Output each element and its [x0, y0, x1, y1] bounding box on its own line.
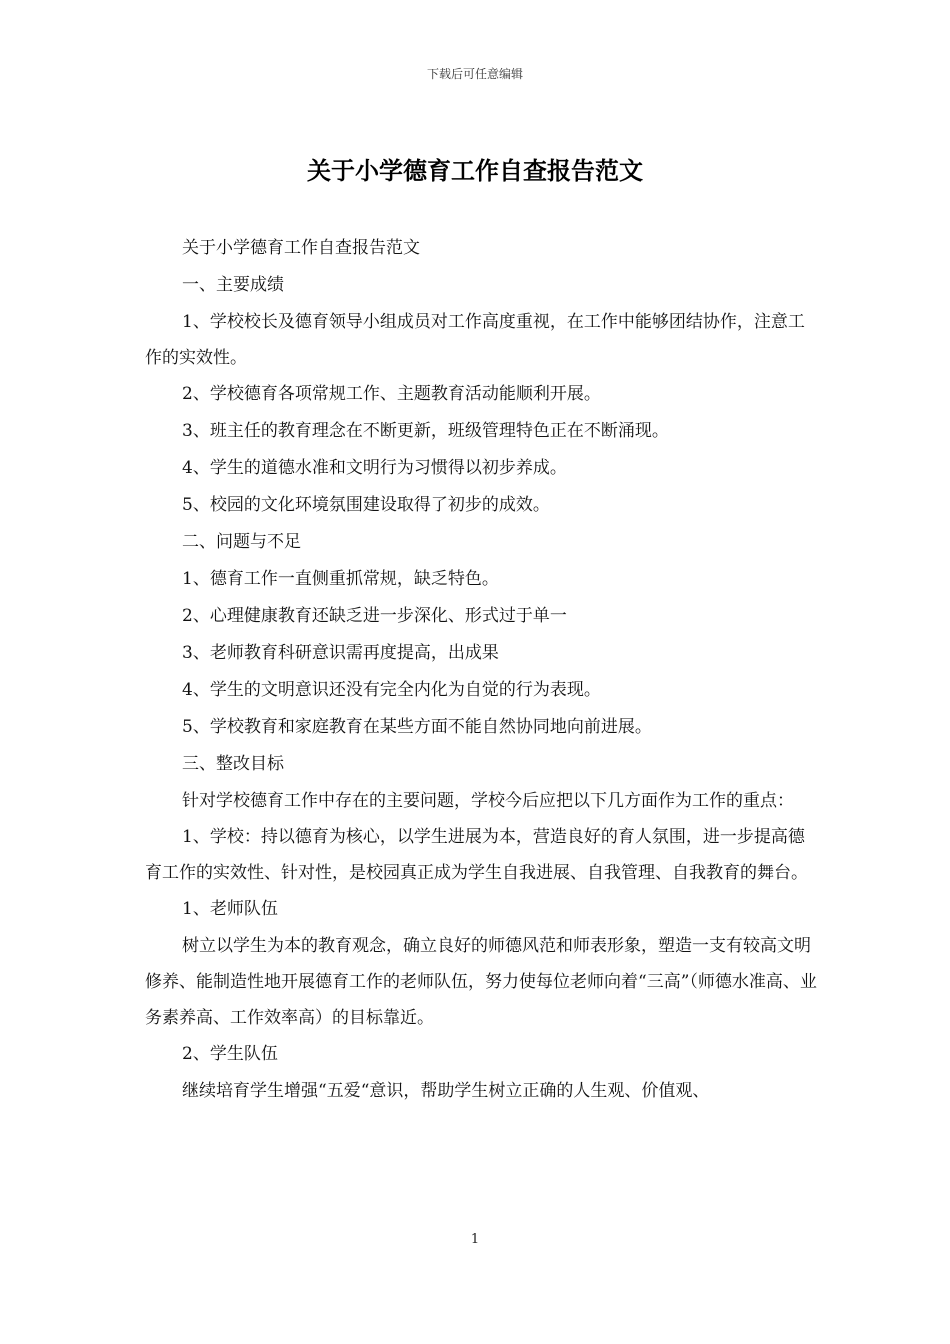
paragraph: 4、学生的文明意识还没有完全内化为自觉的行为表现。 — [182, 680, 601, 700]
document-body — [145, 230, 821, 1110]
paragraph: 树立以学生为本的教育观念，确立良好的师德风范和师表形象，塑造一支有较高文明修养、能制造性地开展德育工作的老师队伍，努力使每位老师向着“三高”（师德水准高、业务素养高、工作效率高）的目标靠近。 — [145, 936, 817, 1028]
subheading-teacher-team: 1、老师队伍 — [182, 899, 278, 919]
paragraph: 2、学校德育各项常规工作、主题教育活动能顺利开展。 — [182, 384, 601, 404]
section-heading-goals: 三、整改目标 — [182, 754, 284, 774]
paragraph: 3、老师教育科研意识需再度提高，出成果 — [182, 643, 499, 663]
document-title: 关于小学德育工作自查报告范文 — [307, 156, 643, 185]
section-heading-problems: 二、问题与不足 — [182, 532, 301, 552]
subheading-student-team: 2、学生队伍 — [182, 1044, 278, 1064]
section-heading-achievements: 一、主要成绩 — [182, 275, 284, 295]
paragraph: 继续培育学生增强“五爱“意识，帮助学生树立正确的人生观、价值观、 — [182, 1081, 710, 1101]
page-header-note: 下载后可任意编辑 — [426, 67, 523, 81]
paragraph: 5、校园的文化环境氛围建设取得了初步的成效。 — [182, 495, 550, 515]
paragraph: 1、德育工作一直侧重抓常规，缺乏特色。 — [182, 569, 499, 589]
paragraph: 3、班主任的教育理念在不断更新，班级管理特色正在不断涌现。 — [182, 421, 669, 441]
page-number: 1 — [470, 1232, 480, 1247]
paragraph: 5、学校教育和家庭教育在某些方面不能自然协同地向前进展。 — [182, 717, 652, 737]
paragraph: 1、学校校长及德育领导小组成员对工作高度重视，在工作中能够团结协作，注意工作的实效性。 — [145, 312, 805, 368]
paragraph-subtitle: 关于小学德育工作自查报告范文 — [182, 238, 420, 258]
paragraph: 2、心理健康教育还缺乏进一步深化、形式过于单一 — [182, 606, 567, 626]
paragraph: 针对学校德育工作中存在的主要问题，学校今后应把以下几方面作为工作的重点： — [182, 791, 794, 811]
paragraph: 4、学生的道德水准和文明行为习惯得以初步养成。 — [182, 458, 567, 478]
paragraph: 1、学校：持以德育为核心，以学生进展为本，营造良好的育人氛围，进一步提高德育工作的实效性、针对性，是校园真正成为学生自我进展、自我管理、自我教育的舞台。 — [145, 827, 808, 883]
